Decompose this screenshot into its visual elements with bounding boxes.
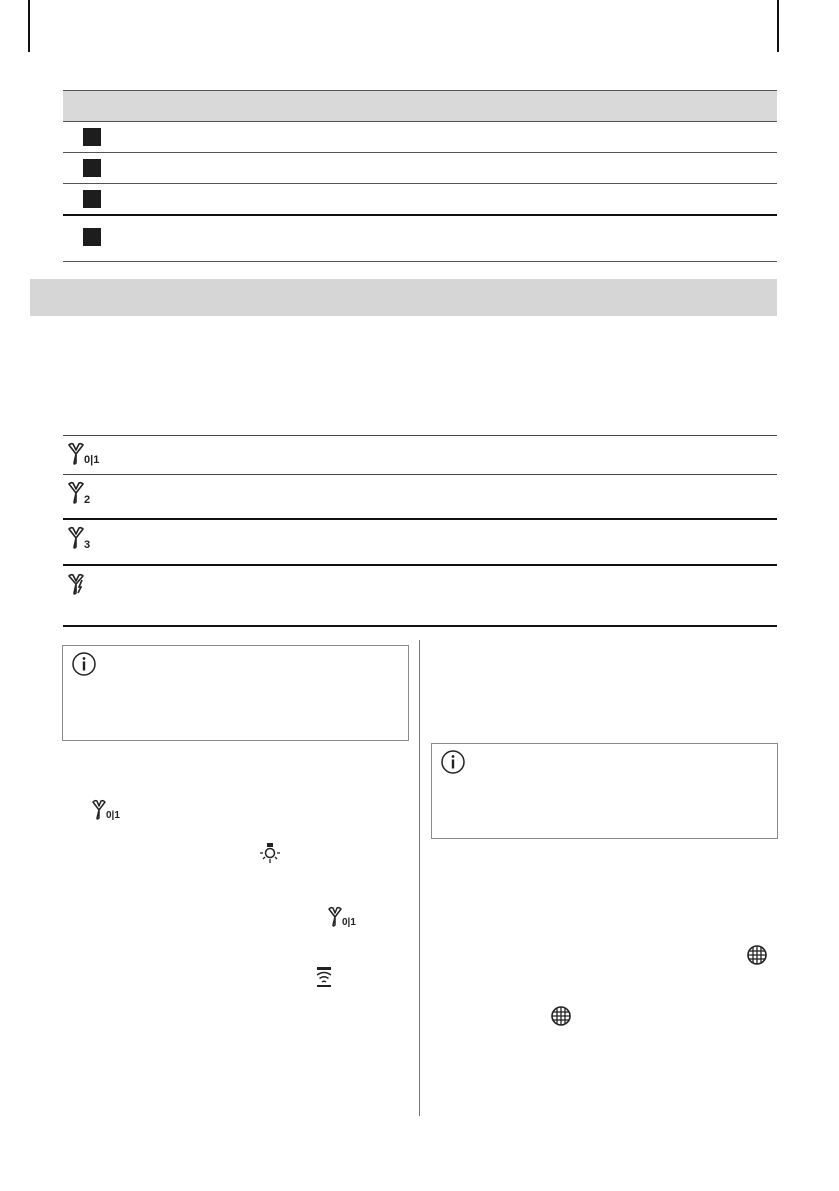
table-row <box>63 153 777 184</box>
svg-text:0|1: 0|1 <box>342 917 356 928</box>
fan-function-table <box>63 435 777 627</box>
table-row <box>63 518 777 564</box>
table-row <box>63 216 777 262</box>
section-heading-band <box>30 279 777 316</box>
grease-filter-icon <box>550 1005 572 1027</box>
fan-label: 2 <box>84 494 91 506</box>
square-marker <box>83 159 101 177</box>
column-divider <box>419 640 420 1116</box>
table-row <box>63 184 777 216</box>
info-box-right <box>431 743 778 839</box>
light-icon <box>258 842 282 864</box>
square-marker <box>83 228 101 246</box>
fan-on-off-icon <box>90 798 126 822</box>
fan-label: 0|1 <box>84 454 100 466</box>
fan-speed-3-icon <box>66 525 106 551</box>
crop-mark-right <box>777 0 779 52</box>
square-marker <box>83 128 101 146</box>
control-panel-table <box>63 90 777 262</box>
fan-speed-2-icon <box>66 480 106 506</box>
wireless-link-icon <box>312 965 336 989</box>
fan-on-off-icon <box>66 441 106 467</box>
table-row <box>63 474 777 518</box>
info-icon <box>440 749 466 775</box>
fan-on-off-icon <box>326 905 362 929</box>
crop-mark-left <box>28 0 30 52</box>
info-icon <box>71 651 97 677</box>
fan-boost-icon <box>66 571 106 597</box>
info-box-left <box>62 645 409 741</box>
table-row <box>63 435 777 474</box>
table-header <box>63 90 777 122</box>
grease-filter-icon <box>746 944 768 966</box>
table-row <box>63 122 777 153</box>
table-row <box>63 564 777 627</box>
fan-label: 3 <box>84 539 91 551</box>
svg-text:0|1: 0|1 <box>106 810 120 821</box>
square-marker <box>83 190 101 208</box>
